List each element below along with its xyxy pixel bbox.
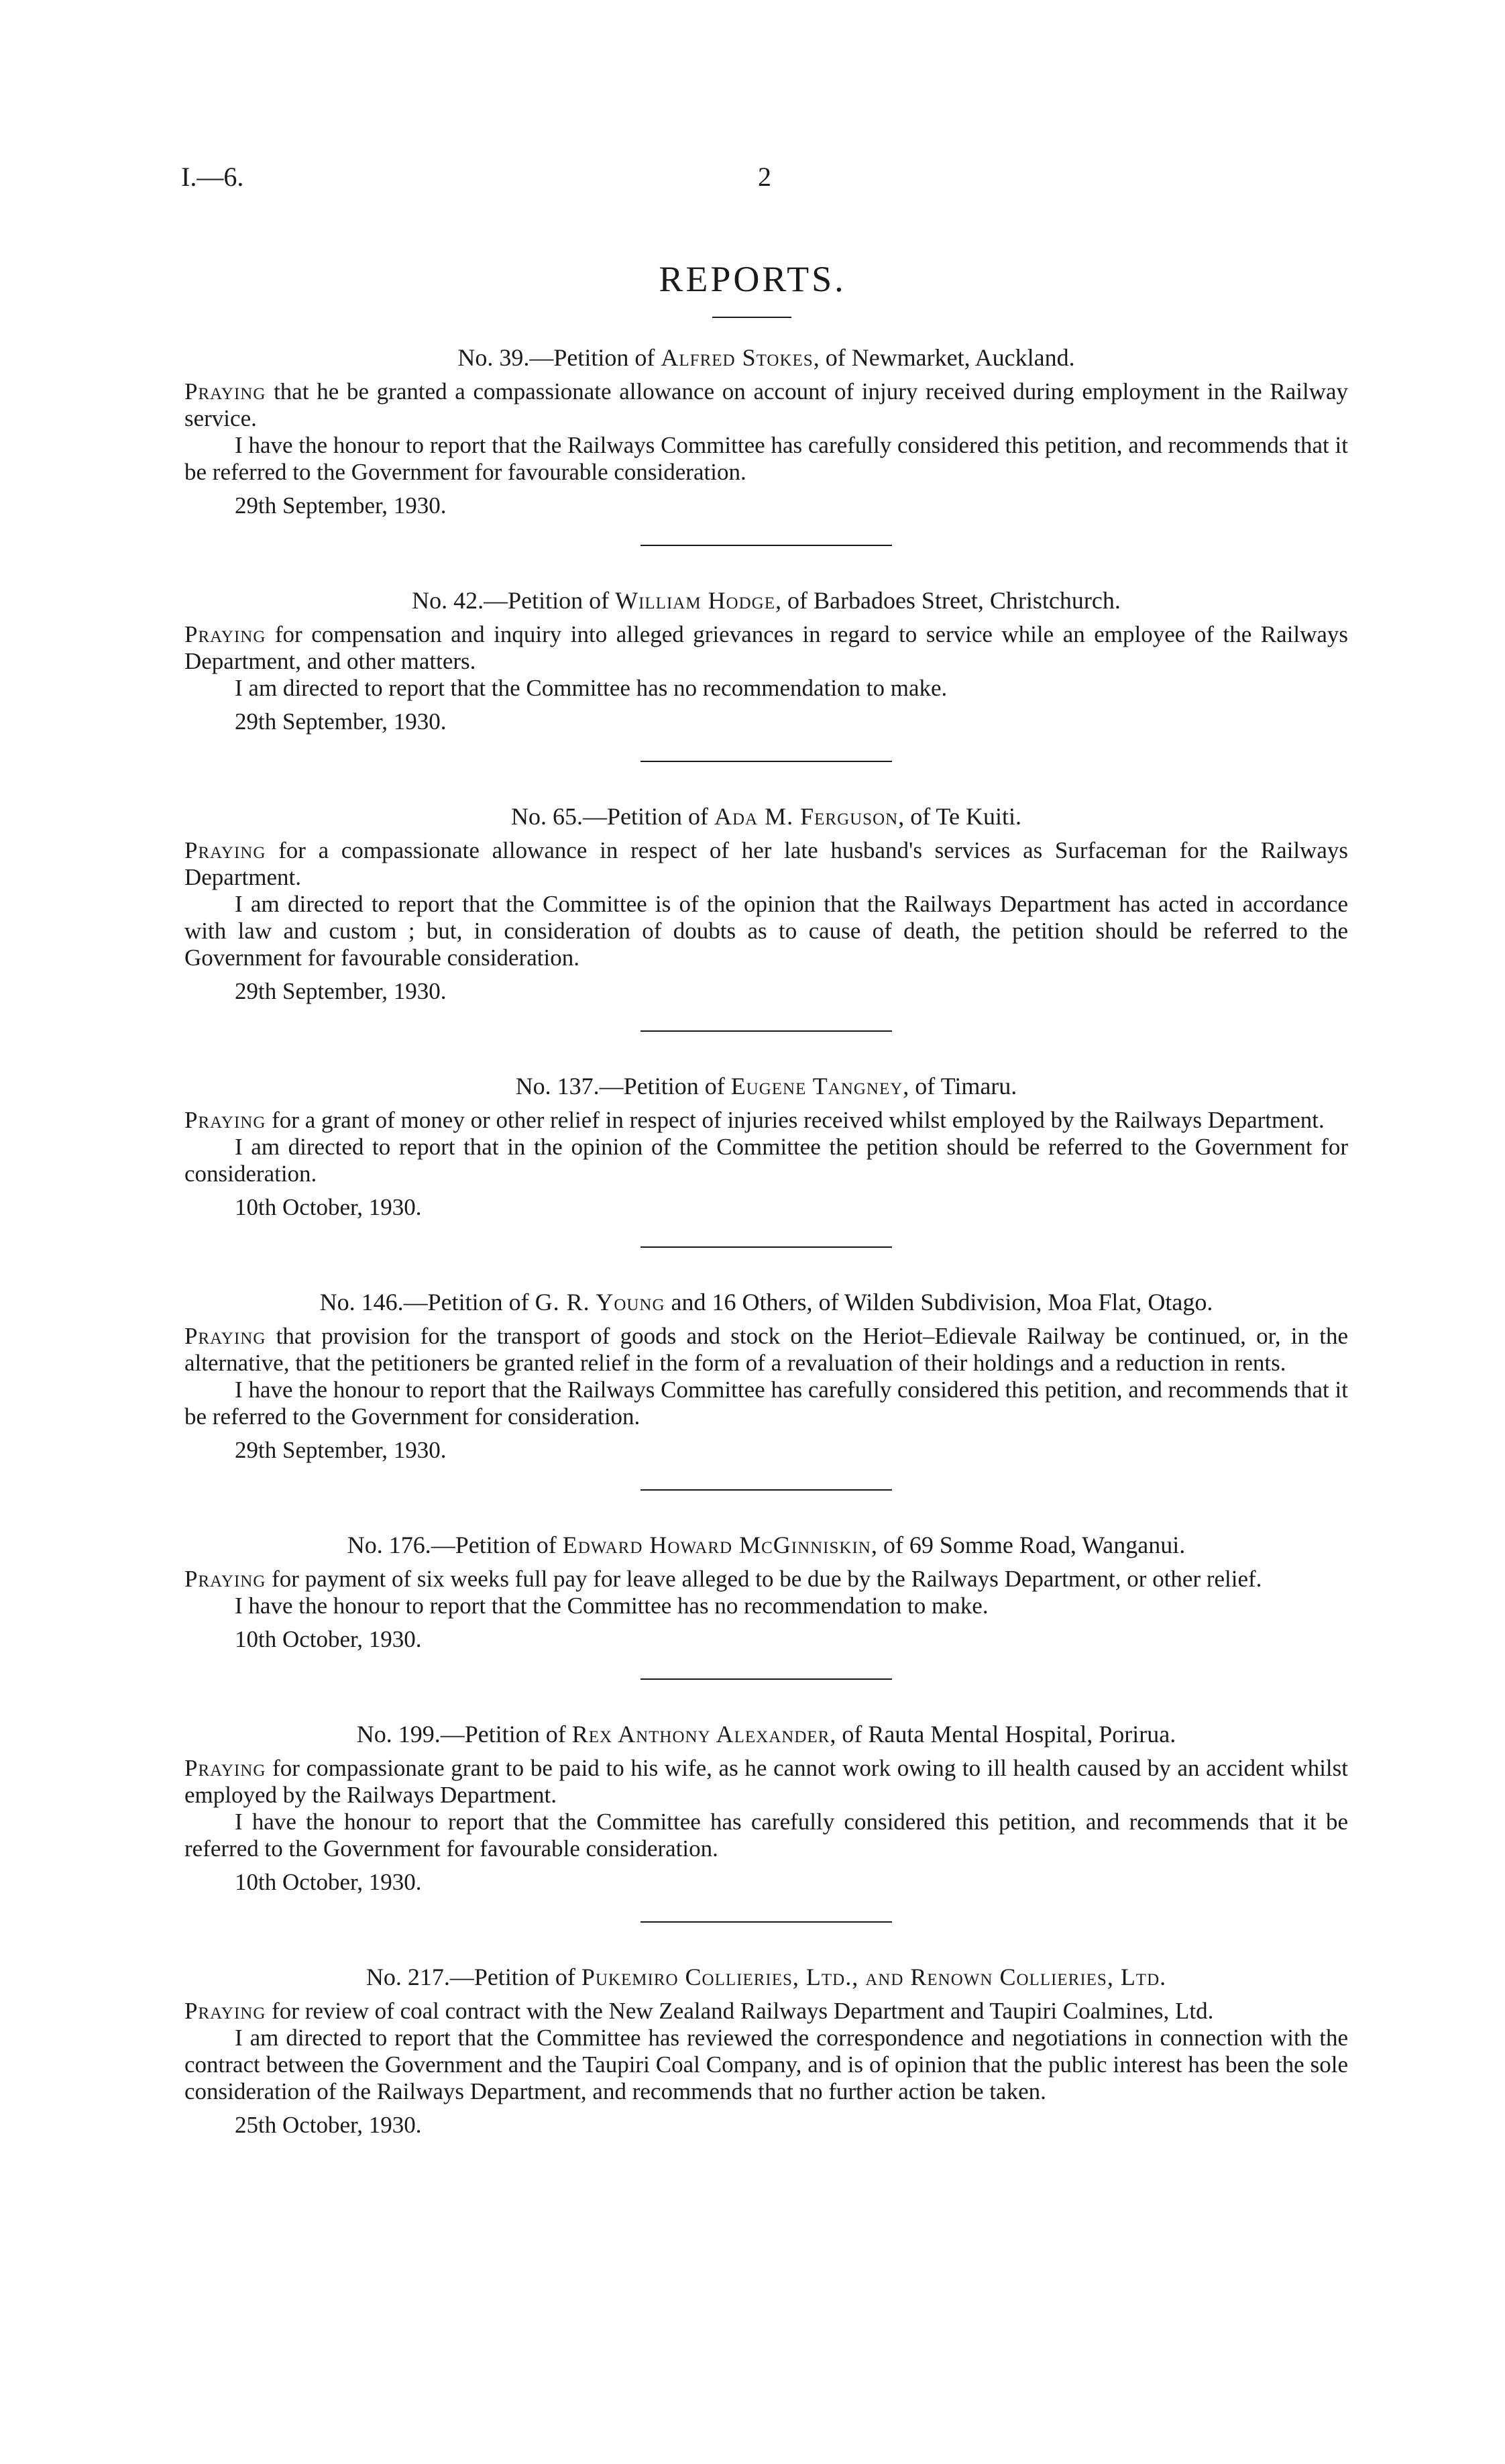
committee-report: I have the honour to report that the Railways Committee has carefully considered this petition, and recommends that it be referred to the Government for favourable consideration. bbox=[184, 432, 1348, 485]
prayer-text: for a compassionate allowance in respect of her late husband's services as Surfaceman for the Railways Department. bbox=[184, 837, 1348, 890]
page-header bbox=[181, 161, 1348, 201]
section-divider bbox=[640, 545, 892, 546]
prayer-paragraph bbox=[184, 1323, 1348, 1377]
petitioner-name: Alfred Stokes bbox=[661, 344, 814, 371]
report-date: 25th October, 1930. bbox=[235, 2112, 422, 2138]
section-divider bbox=[640, 1246, 892, 1248]
report-date: 29th September, 1930. bbox=[235, 1437, 447, 1463]
petitioner-address: , of Rauta Mental Hospital, Porirua. bbox=[830, 1721, 1176, 1748]
report-date: 10th October, 1930. bbox=[235, 1626, 422, 1652]
petitioner-name: William Hodge bbox=[615, 587, 775, 614]
petition-heading bbox=[184, 1962, 1348, 1992]
prayer-paragraph bbox=[184, 1755, 1348, 1809]
petition-report bbox=[184, 585, 1348, 735]
petition-report bbox=[184, 1719, 1348, 1896]
prayer-text: that provision for the transport of goods and stock on the Heriot–Edievale Railway be continued, or, in the alternative, that the petitioners be granted relief in the form of a revaluation of their holdings and a reduction in rents. bbox=[184, 1323, 1348, 1376]
petition-report bbox=[184, 1530, 1348, 1653]
prayer-lead: Praying bbox=[184, 837, 266, 863]
petition-report bbox=[184, 1287, 1348, 1464]
petition-number: No. 39.—Petition of bbox=[457, 344, 661, 371]
committee-report: I have the honour to report that the Railways Committee has carefully considered this petition, and recommends that it be referred to the Government for consideration. bbox=[184, 1377, 1348, 1430]
prayer-lead: Praying bbox=[184, 1107, 266, 1133]
prayer-paragraph bbox=[184, 621, 1348, 675]
reports-list bbox=[184, 342, 1348, 2139]
prayer-lead: Praying bbox=[184, 1323, 266, 1349]
petition-report bbox=[184, 342, 1348, 519]
committee-report: I have the honour to report that the Committee has carefully considered this petition, and recommends that it be referred to the Government for favourable consideration. bbox=[184, 1809, 1348, 1862]
petitioner-name: Ada M. Ferguson bbox=[714, 803, 899, 830]
petitioner-address: and 16 Others, of Wilden Subdivision, Moa Flat, Otago. bbox=[665, 1289, 1213, 1316]
petition-number: No. 146.—Petition of bbox=[319, 1289, 535, 1316]
petition-report bbox=[184, 1962, 1348, 2139]
prayer-paragraph bbox=[184, 1566, 1348, 1593]
prayer-lead: Praying bbox=[184, 1566, 266, 1592]
petition-report bbox=[184, 1071, 1348, 1221]
prayer-paragraph bbox=[184, 1107, 1348, 1134]
section-divider bbox=[640, 1489, 892, 1491]
petitioner-address: , of 69 Somme Road, Wanganui. bbox=[871, 1532, 1186, 1558]
petition-heading bbox=[184, 801, 1348, 832]
committee-report: I have the honour to report that the Committee has no recommendation to make. bbox=[235, 1593, 989, 1619]
prayer-lead: Praying bbox=[184, 1998, 266, 2024]
report-date: 29th September, 1930. bbox=[235, 492, 447, 519]
prayer-text: for compassionate grant to be paid to his wife, as he cannot work owing to ill health caused by an accident whilst employed by the Railways Department. bbox=[184, 1755, 1348, 1808]
prayer-lead: Praying bbox=[184, 378, 266, 405]
section-divider bbox=[640, 1030, 892, 1032]
prayer-text: for a grant of money or other relief in respect of injuries received whilst employed by the Railways Department. bbox=[266, 1107, 1325, 1133]
report-date: 10th October, 1930. bbox=[235, 1194, 422, 1220]
petitioner-address: , of Timaru. bbox=[903, 1073, 1017, 1100]
prayer-paragraph bbox=[184, 378, 1348, 432]
report-date: 10th October, 1930. bbox=[235, 1869, 422, 1895]
petitioner-address: , of Barbadoes Street, Christchurch. bbox=[775, 587, 1121, 614]
petitioner-name: G. R. Young bbox=[535, 1289, 665, 1316]
committee-report: I am directed to report that the Committee has reviewed the correspondence and negotiations in connection with the contract between the Government and the Taupiri Coal Company, and is of opinion that the public interest has been the sole consideration of the Railways Department, and recommends that no further action be taken. bbox=[184, 2025, 1348, 2104]
petition-heading bbox=[184, 342, 1348, 373]
prayer-text: for payment of six weeks full pay for leave alleged to be due by the Railways Department, or other relief. bbox=[266, 1566, 1262, 1592]
petition-number: No. 199.—Petition of bbox=[356, 1721, 572, 1748]
petitioner-address: , of Te Kuiti. bbox=[898, 803, 1021, 830]
petition-number: No. 176.—Petition of bbox=[347, 1532, 563, 1558]
section-divider bbox=[640, 1921, 892, 1923]
petitioner-address: , of Newmarket, Auckland. bbox=[813, 344, 1075, 371]
committee-report: I am directed to report that in the opinion of the Committee the petition should be referred to the Government for consideration. bbox=[184, 1134, 1348, 1187]
section-divider bbox=[640, 1678, 892, 1680]
petitioner-name: Rex Anthony Alexander bbox=[571, 1721, 830, 1748]
petition-number: No. 65.—Petition of bbox=[510, 803, 714, 830]
prayer-text: for review of coal contract with the New Zealand Railways Department and Taupiri Coalmines, Ltd. bbox=[266, 1998, 1214, 2024]
petition-number: No. 42.—Petition of bbox=[412, 587, 616, 614]
petitioner-name: Edward Howard McGinniskin bbox=[562, 1532, 871, 1558]
petition-report bbox=[184, 801, 1348, 1005]
section-divider bbox=[640, 761, 892, 762]
prayer-lead: Praying bbox=[184, 621, 266, 647]
petition-heading bbox=[184, 585, 1348, 616]
petition-heading bbox=[184, 1071, 1348, 1102]
committee-report: I am directed to report that the Committee is of the opinion that the Railways Department has acted in accordance with law and custom ; but, in consideration of doubts as to cause of death, the petition should be referred to the Government for favourable consideration. bbox=[184, 891, 1348, 971]
petitioner-name: Pukemiro Collieries, Ltd., and Renown Collieries, Ltd. bbox=[581, 1964, 1167, 1990]
section-title: REPORTS. bbox=[659, 259, 846, 299]
petitioner-name: Eugene Tangney bbox=[730, 1073, 903, 1100]
prayer-paragraph bbox=[184, 1998, 1348, 2025]
committee-report: I am directed to report that the Committee has no recommendation to make. bbox=[235, 675, 948, 701]
paper-series-number: I.—6. bbox=[181, 162, 244, 192]
page-number: 2 bbox=[758, 162, 771, 192]
petition-heading bbox=[184, 1530, 1348, 1560]
petition-heading bbox=[184, 1287, 1348, 1318]
petition-number: No. 137.—Petition of bbox=[515, 1073, 731, 1100]
petition-heading bbox=[184, 1719, 1348, 1750]
prayer-text: that he be granted a compassionate allowance on account of injury received during employment in the Railway service. bbox=[184, 378, 1348, 431]
prayer-lead: Praying bbox=[184, 1755, 266, 1781]
prayer-text: for compensation and inquiry into alleged grievances in regard to service while an employee of the Railways Department, and other matters. bbox=[184, 621, 1348, 674]
prayer-paragraph bbox=[184, 837, 1348, 891]
title-rule bbox=[712, 317, 791, 318]
report-date: 29th September, 1930. bbox=[235, 978, 447, 1004]
report-date: 29th September, 1930. bbox=[235, 708, 447, 735]
petition-number: No. 217.—Petition of bbox=[366, 1964, 581, 1990]
